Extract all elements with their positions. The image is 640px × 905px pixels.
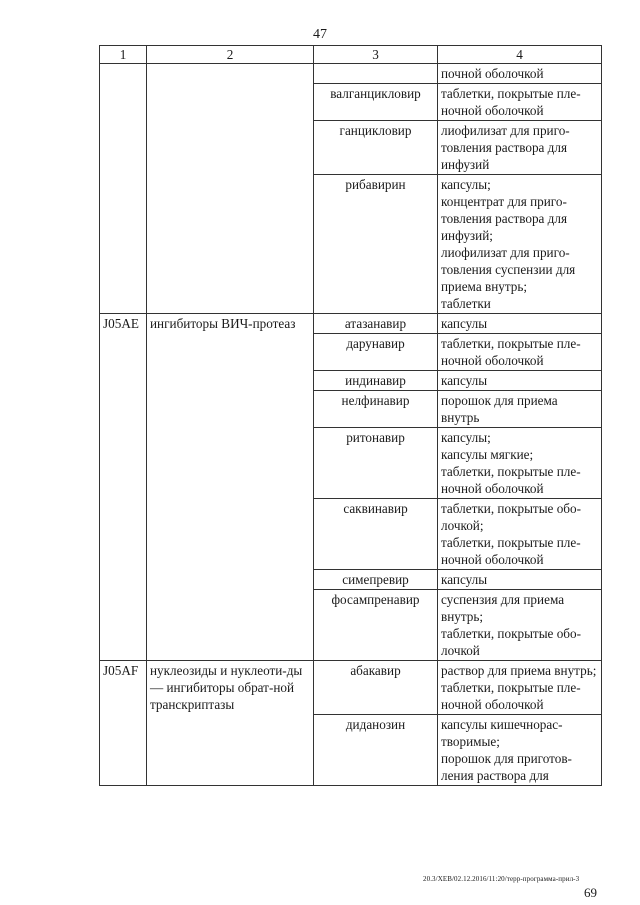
dosage-forms bbox=[438, 661, 602, 715]
drug-name: саквинавир bbox=[314, 499, 438, 570]
header-col-4: 4 bbox=[438, 46, 602, 64]
drug-name: абакавир bbox=[314, 661, 438, 715]
dosage-forms bbox=[438, 499, 602, 570]
dosage-forms bbox=[438, 121, 602, 175]
group-name: нуклеозиды и нуклеоти-ды — ингибиторы обрат-ной транскриптазы bbox=[147, 661, 314, 786]
form-line: таблетки, покрытые пле-ночной оболочкой bbox=[441, 86, 581, 118]
drug-name: рибавирин bbox=[314, 175, 438, 314]
drug-name: симепревир bbox=[314, 570, 438, 590]
form-line: раствор для приема внутрь; bbox=[441, 663, 597, 678]
form-line: таблетки, покрытые пле-ночной оболочкой bbox=[441, 464, 581, 496]
atc-code: J05AE bbox=[100, 314, 147, 661]
dosage-forms bbox=[438, 371, 602, 391]
group-name: ингибиторы ВИЧ-протеаз bbox=[147, 314, 314, 661]
dosage-forms bbox=[438, 64, 602, 84]
drug-name: валганцикловир bbox=[314, 84, 438, 121]
drug-name: ганцикловир bbox=[314, 121, 438, 175]
dosage-forms bbox=[438, 314, 602, 334]
form-line: капсулы мягкие; bbox=[441, 447, 534, 462]
drug-name: дарунавир bbox=[314, 334, 438, 371]
form-line: таблетки, покрытые пле-ночной оболочкой bbox=[441, 336, 581, 368]
drug-name: нелфинавир bbox=[314, 391, 438, 428]
atc-code: J05AF bbox=[100, 661, 147, 786]
header-col-2: 2 bbox=[147, 46, 314, 64]
form-line: лиофилизат для приго-товления раствора для инфузий bbox=[441, 123, 570, 172]
form-line: таблетки, покрытые обо-лочкой bbox=[441, 626, 581, 658]
form-line: капсулы; bbox=[441, 430, 491, 445]
form-line: таблетки, покрытые обо-лочкой; bbox=[441, 501, 581, 533]
dosage-forms bbox=[438, 175, 602, 314]
table-row bbox=[100, 314, 602, 334]
dosage-forms bbox=[438, 334, 602, 371]
drug-name: фосампренавир bbox=[314, 590, 438, 661]
form-line: таблетки bbox=[441, 296, 491, 311]
footer-page-number: 69 bbox=[584, 885, 597, 900]
dosage-forms bbox=[438, 84, 602, 121]
drug-table bbox=[99, 45, 602, 786]
form-line: капсулы bbox=[441, 572, 488, 587]
drug-name: индинавир bbox=[314, 371, 438, 391]
drug-name: ритонавир bbox=[314, 428, 438, 499]
dosage-forms bbox=[438, 428, 602, 499]
dosage-forms bbox=[438, 391, 602, 428]
form-line: таблетки, покрытые пле-ночной оболочкой bbox=[441, 535, 581, 567]
form-line: капсулы кишечнорас-творимые; bbox=[441, 717, 563, 749]
drug-name: диданозин bbox=[314, 715, 438, 786]
form-line: капсулы bbox=[441, 316, 488, 331]
form-line: капсулы; bbox=[441, 177, 491, 192]
table-row bbox=[100, 661, 602, 715]
form-line: капсулы bbox=[441, 373, 488, 388]
form-line: лиофилизат для приго-товления суспензии для приема внутрь; bbox=[441, 245, 576, 294]
table-row bbox=[100, 64, 602, 84]
form-line: порошок для приема внутрь bbox=[441, 393, 558, 425]
drug-name: атазанавир bbox=[314, 314, 438, 334]
table-header-row bbox=[100, 46, 602, 64]
form-line: почной оболочкой bbox=[441, 66, 544, 81]
footer-reference: 20.3/ХЕВ/02.12.2016/11:20/терр-программа-прил-3 bbox=[423, 875, 580, 883]
header-col-1: 1 bbox=[100, 46, 147, 64]
dosage-forms bbox=[438, 590, 602, 661]
form-line: суспензия для приема внутрь; bbox=[441, 592, 565, 624]
header-col-3: 3 bbox=[314, 46, 438, 64]
atc-code bbox=[100, 64, 147, 314]
group-name bbox=[147, 64, 314, 314]
form-line: порошок для приготов-ления раствора для bbox=[441, 751, 572, 783]
form-line: таблетки, покрытые пле-ночной оболочкой bbox=[441, 680, 581, 712]
dosage-forms bbox=[438, 715, 602, 786]
dosage-forms bbox=[438, 570, 602, 590]
page-number: 47 bbox=[313, 27, 327, 42]
drug-name bbox=[314, 64, 438, 84]
form-line: концентрат для приго-товления раствора для инфузий; bbox=[441, 194, 568, 243]
